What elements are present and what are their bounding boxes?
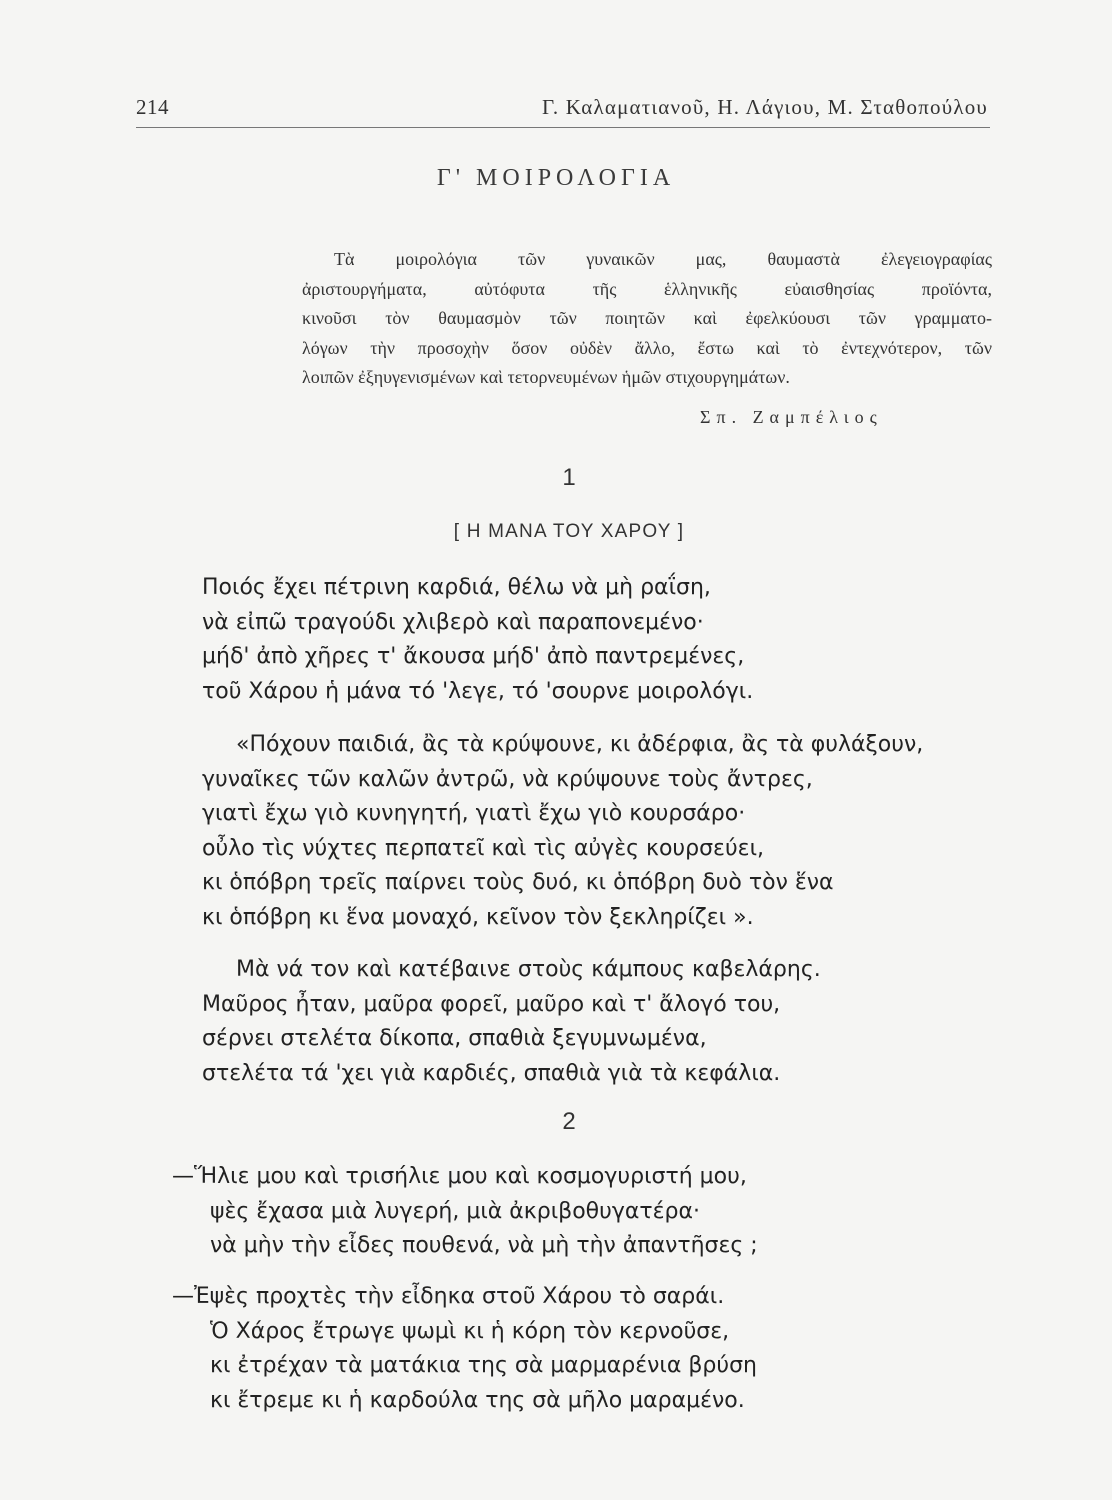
verse-line: —Ἥλιε μου καὶ τρισήλιε μου καὶ κοσμογυριστή μου, bbox=[172, 1164, 747, 1189]
verse-line: κι ὁπόβρη κι ἕνα μοναχό, κεῖνον τὸν ξεκληρίζει ». bbox=[202, 904, 754, 930]
verse-line: στελέτα τά 'χει γιὰ καρδιές, σπαθιὰ γιὰ τὰ κεφάλια. bbox=[202, 1060, 781, 1086]
epigraph-line: Τὰ μοιρολόγια τῶν γυναικῶν μας, θαυμαστὰ ἐλεγειογραφίας bbox=[334, 249, 992, 269]
epigraph-signature: Σπ. Ζαμπέλιος bbox=[700, 407, 883, 427]
verse-line: οὖλο τὶς νύχτες περπατεῖ καὶ τὶς αὐγὲς κουρσεύει, bbox=[202, 835, 765, 861]
running-head bbox=[136, 95, 988, 127]
poem-number: 2 bbox=[562, 1108, 576, 1135]
header-rule bbox=[136, 127, 990, 128]
verse-line: Ὁ Χάρος ἔτρωγε ψωμὶ κι ἡ κόρη τὸν κερνοῦσε, bbox=[210, 1318, 730, 1344]
verse-line: ψὲς ἔχασα μιὰ λυγερή, μιὰ ἀκριβοθυγατέρα· bbox=[210, 1198, 700, 1224]
page-number: 214 bbox=[136, 95, 169, 119]
running-head-authors: Γ. Καλαματιανοῦ, Η. Λάγιου, Μ. Σταθοπούλου bbox=[542, 95, 988, 119]
verse-line: κι ὁπόβρη τρεῖς παίρνει τοὺς δυό, κι ὁπόβρη δυὸ τὸν ἕνα bbox=[202, 870, 834, 895]
epigraph-line: λόγων τὴν προσοχὴν ὅσον οὐδὲν ἄλλο, ἔστω καὶ τὸ ἐντεχνότερον, τῶν bbox=[302, 337, 992, 358]
poem-title: [ Η ΜΑΝΑ ΤΟΥ ΧΑΡΟΥ ] bbox=[453, 521, 685, 542]
verse-line: —Ἐψὲς προχτὲς τὴν εἶδηκα στοῦ Χάρου τὸ σαράι. bbox=[172, 1284, 725, 1309]
epigraph bbox=[302, 245, 992, 393]
epigraph-line: λοιπῶν ἐξηυγενισμένων καὶ τετορνευμένων ἡμῶν στιχουργημάτων. bbox=[302, 367, 790, 387]
verse-line: Μὰ νά τον καὶ κατέβαινε στοὺς κάμπους καβελάρης. bbox=[236, 957, 821, 982]
verse-line: μήδ' ἀπὸ χῆρες τ' ἄκουσα μήδ' ἀπὸ παντρεμένες, bbox=[202, 644, 745, 669]
epigraph-line: κινοῦσι τὸν θαυμασμὸν τῶν ποιητῶν καὶ ἐφελκύουσι τῶν γραμματο- bbox=[302, 308, 992, 328]
poem-number: 1 bbox=[562, 464, 576, 491]
stanza bbox=[202, 571, 753, 709]
verse-line: νὰ μὴν τὴν εἶδες πουθενά, νὰ μὴ τὴν ἀπαντῆσες ; bbox=[210, 1233, 758, 1258]
stanza bbox=[202, 728, 923, 935]
epigraph-line: ἀριστουργήματα, αὐτόφυτα τῆς ἑλληνικῆς εὐαισθησίας προϊόντα, bbox=[302, 278, 992, 299]
verse-line: Ποιός ἔχει πέτρινη καρδιά, θέλω νὰ μὴ ραΐση, bbox=[202, 575, 711, 600]
stanza bbox=[202, 953, 821, 1091]
verse-line: «Πόχουν παιδιά, ἂς τὰ κρύψουνε, κι ἀδέρφια, ἂς τὰ φυλάξουν, bbox=[236, 732, 924, 757]
stanza bbox=[172, 1160, 758, 1264]
verse-line: κι ἐτρέχαν τὰ ματάκια της σὰ μαρμαρένια βρύση bbox=[210, 1353, 757, 1378]
verse-line: γυναῖκες τῶν καλῶν ἀντρῶ, νὰ κρύψουνε τοὺς ἄντρες, bbox=[202, 766, 813, 792]
verse-line: τοῦ Χάρου ἡ μάνα τό 'λεγε, τό 'σουρνε μοιρολόγι. bbox=[202, 678, 754, 704]
verse-line: νὰ εἰπῶ τραγούδι χλιβερὸ καὶ παραπονεμένο· bbox=[202, 609, 704, 635]
verse-line: γιατὶ ἔχω γιὸ κυνηγητή, γιατὶ ἔχω γιὸ κουρσάρο· bbox=[202, 801, 746, 826]
verse-line: Μαῦρος ἦταν, μαῦρα φορεῖ, μαῦρο καὶ τ' ἄλογό του, bbox=[202, 991, 781, 1017]
stanza bbox=[172, 1280, 757, 1418]
verse-line: σέρνει στελέτα δίκοπα, σπαθιὰ ξεγυμνωμένα, bbox=[202, 1026, 707, 1051]
section-title: Γ' ΜΟΙΡΟΛΟΓΙΑ bbox=[436, 165, 676, 191]
verse-line: κι ἔτρεμε κι ἡ καρδούλα της σὰ μῆλο μαραμένο. bbox=[210, 1387, 745, 1413]
